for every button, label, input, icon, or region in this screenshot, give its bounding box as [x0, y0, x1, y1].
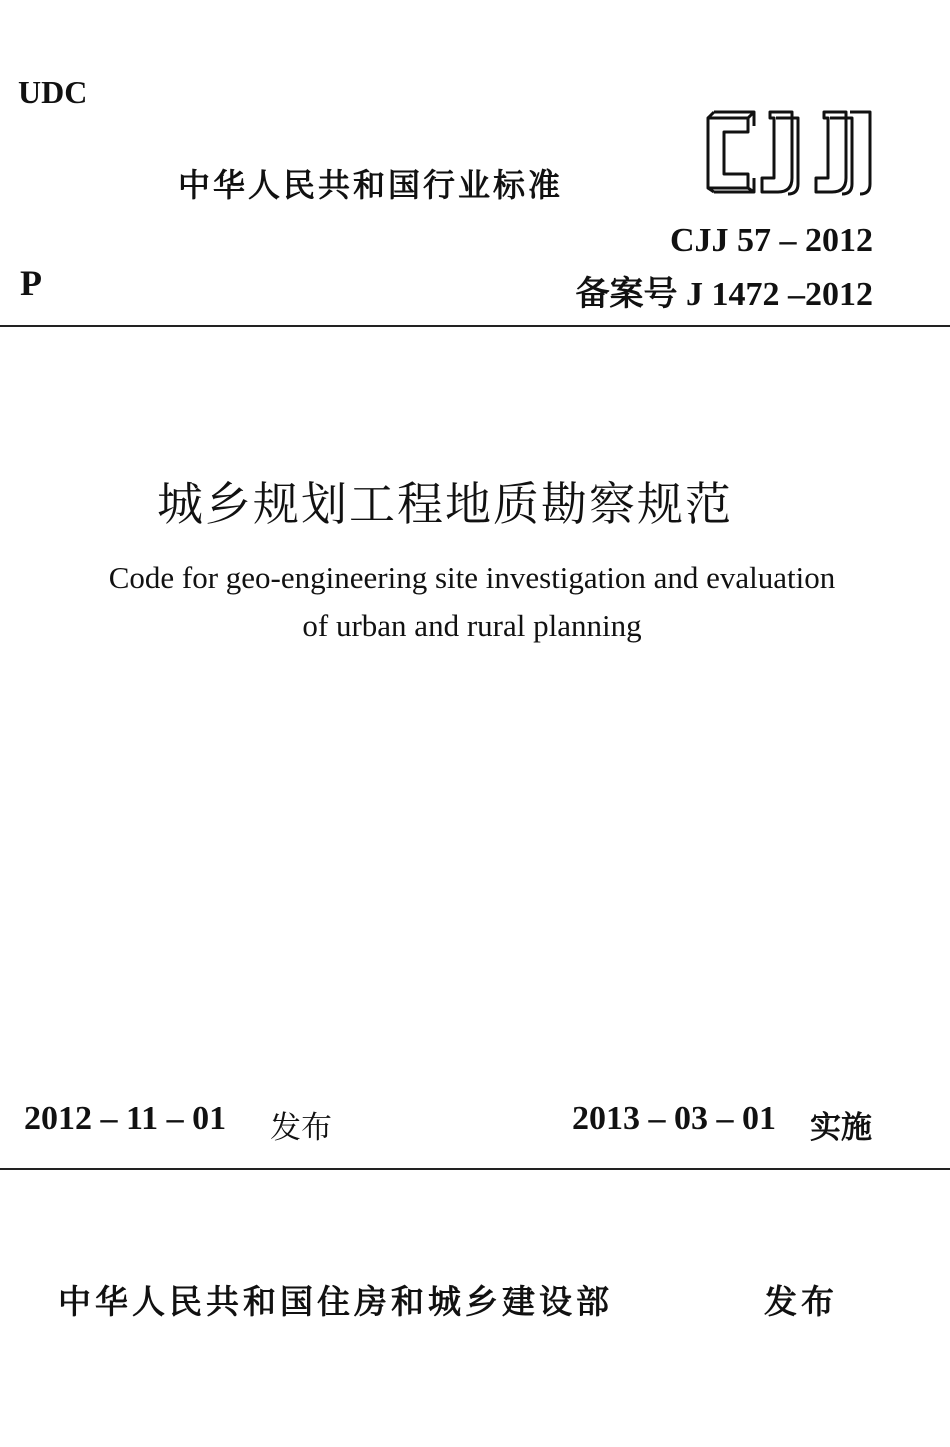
cjj-logo	[700, 108, 876, 198]
publisher-label: 发布	[764, 1282, 838, 1321]
title-chinese: 城乡规划工程地质勘察规范	[157, 477, 733, 531]
title-english-line2: of urban and rural planning	[302, 608, 642, 643]
filing-number: 备案号 J 1472 –2012	[575, 276, 873, 313]
standard-type: 中华人民共和国行业标准	[178, 166, 564, 204]
standard-number: CJJ 57 – 2012	[669, 222, 873, 259]
issue-date: 2012 – 11 – 01	[24, 1100, 227, 1137]
udc-label: UDC	[18, 74, 88, 110]
title-english-line1: Code for geo-engineering site investigation and evaluation	[108, 560, 836, 595]
publisher: 中华人民共和国住房和城乡建设部	[58, 1282, 613, 1321]
bottom-rule	[0, 1168, 950, 1170]
top-rule	[0, 325, 950, 327]
implementation-date: 2013 – 03 – 01	[572, 1100, 776, 1137]
implementation-label: 实施	[810, 1110, 872, 1146]
issue-label: 发布	[270, 1110, 332, 1146]
category-label: P	[20, 263, 42, 303]
